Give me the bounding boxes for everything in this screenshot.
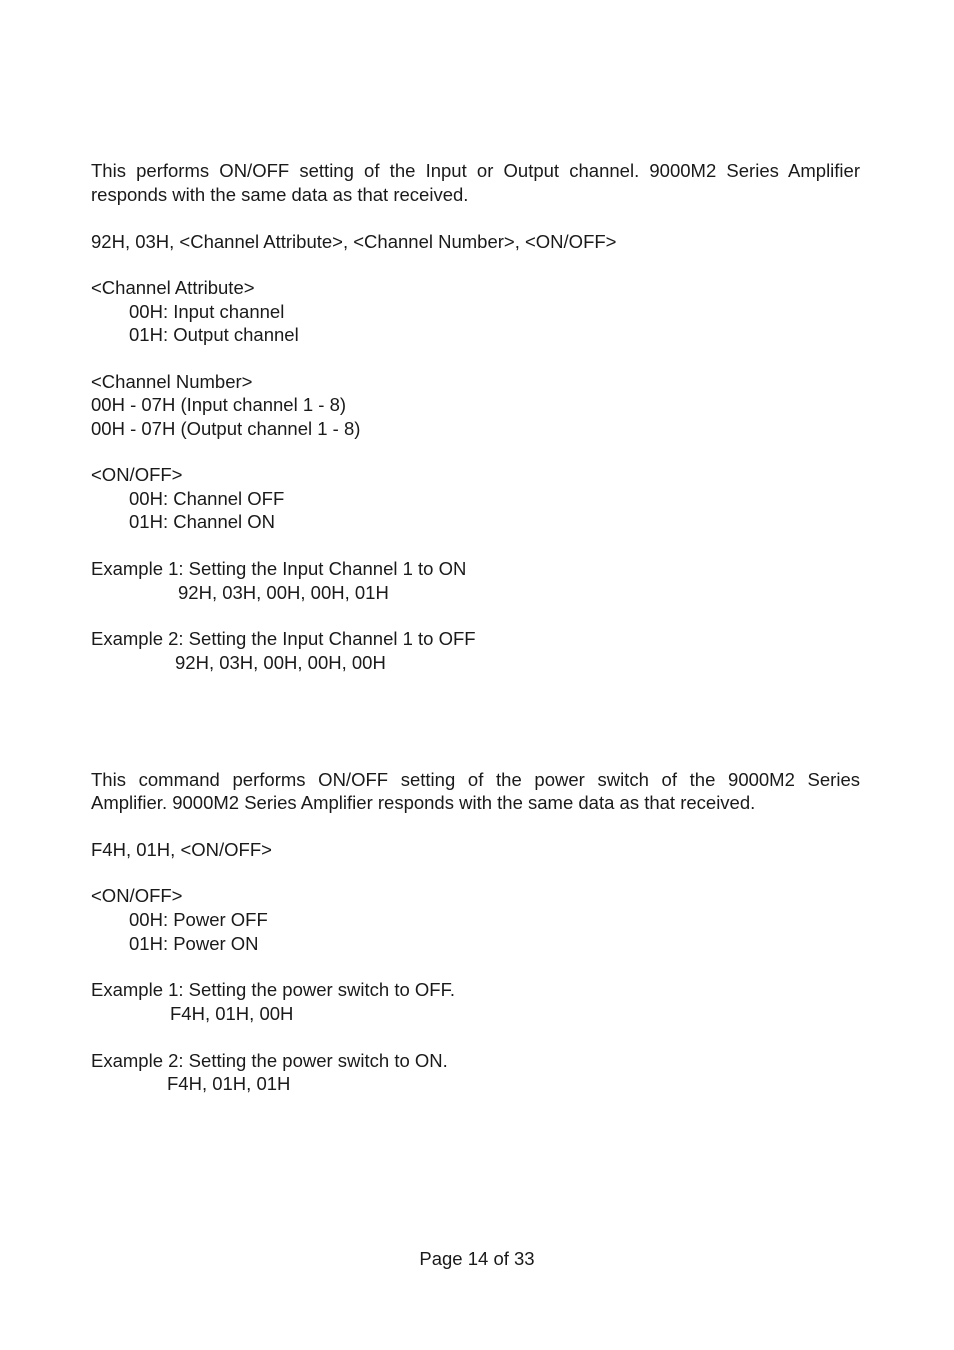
power-example-1-code: F4H, 01H, 00H	[170, 1003, 294, 1024]
power-example-1-title: Example 1: Setting the power switch to OFF.	[91, 979, 455, 1000]
power-intro-line-2: Amplifier. 9000M2 Series Amplifier responds with the same data as that received.	[91, 792, 756, 813]
channel-onoff-value: 01H: Channel ON	[129, 511, 276, 532]
channel-number-value: 00H - 07H (Input channel 1 - 8)	[91, 394, 347, 415]
channel-number-heading: <Channel Number>	[91, 371, 253, 392]
channel-intro-line-1: This performs ON/OFF setting of the Input or Output channel. 9000M2 Series Amplifier	[91, 160, 860, 181]
channel-number-value: 00H - 07H (Output channel 1 - 8)	[91, 418, 361, 439]
power-intro-line-1: This command performs ON/OFF setting of the power switch of the 9000M2 Series	[91, 769, 860, 790]
channel-command-format: 92H, 03H, <Channel Attribute>, <Channel Number>, <ON/OFF>	[91, 231, 617, 252]
page-number: Page 14 of 33	[419, 1248, 535, 1269]
channel-example-2-title: Example 2: Setting the Input Channel 1 to OFF	[91, 628, 476, 649]
power-example-2-code: F4H, 01H, 01H	[167, 1073, 291, 1094]
power-onoff-value: 01H: Power ON	[129, 933, 259, 954]
power-onoff-heading: <ON/OFF>	[91, 885, 183, 906]
channel-onoff-heading: <ON/OFF>	[91, 464, 183, 485]
channel-example-1-code: 92H, 03H, 00H, 00H, 01H	[178, 582, 389, 603]
channel-example-1-title: Example 1: Setting the Input Channel 1 to ON	[91, 558, 467, 579]
power-example-2-title: Example 2: Setting the power switch to ON.	[91, 1050, 448, 1071]
channel-attribute-heading: <Channel Attribute>	[91, 277, 255, 298]
power-command-format: F4H, 01H, <ON/OFF>	[91, 839, 272, 860]
channel-attribute-value: 01H: Output channel	[129, 324, 299, 345]
channel-onoff-value: 00H: Channel OFF	[129, 488, 285, 509]
channel-intro-line-2: responds with the same data as that received.	[91, 184, 469, 205]
channel-example-2-code: 92H, 03H, 00H, 00H, 00H	[175, 652, 386, 673]
power-onoff-value: 00H: Power OFF	[129, 909, 268, 930]
channel-attribute-value: 00H: Input channel	[129, 301, 285, 322]
